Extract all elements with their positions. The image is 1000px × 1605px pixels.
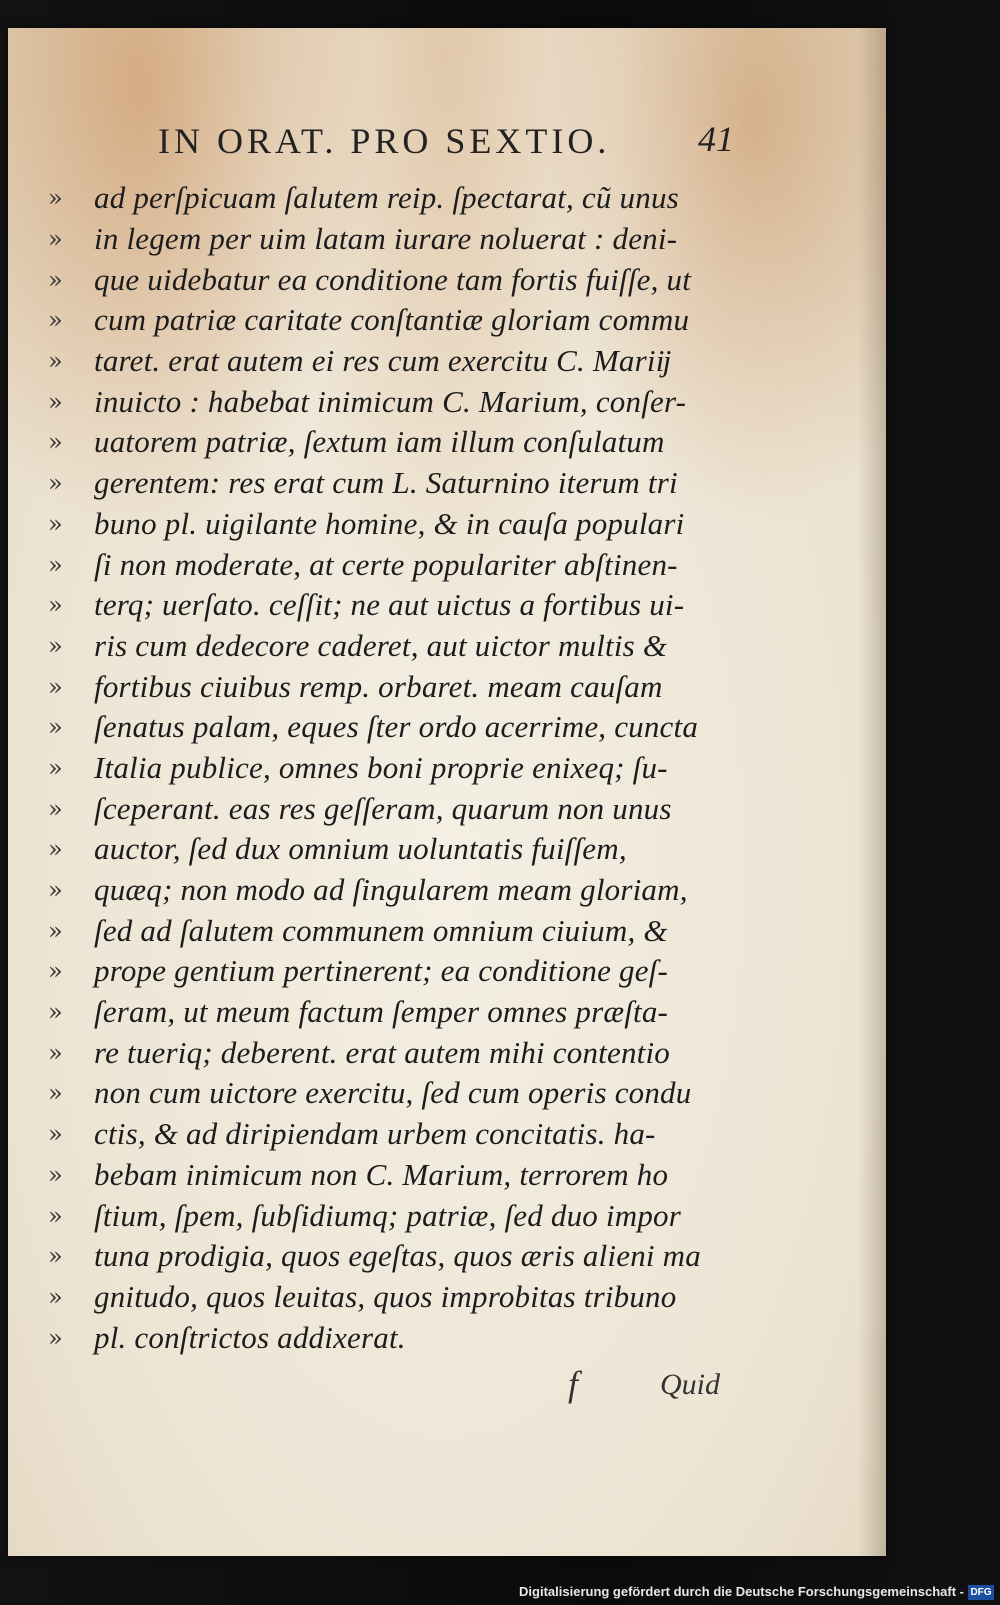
text-line [48,585,728,626]
quote-mark: » [48,753,63,782]
line-text: inuicto : habebat inimicum C. Marium, conſer- [94,383,687,419]
text-line [48,300,728,341]
text-line [48,178,728,219]
line-text: non cum uictore exercitu, ſed cum operis condu [94,1075,692,1111]
quote-mark: » [48,387,63,416]
line-text: re tueriq; deberent. erat autem mihi contentio [94,1034,670,1070]
text-line [48,626,728,667]
text-line [48,504,728,545]
line-text: ctis, & ad diripiendam urbem concitatis. ha- [94,1116,656,1152]
text-line [48,1195,728,1236]
text-line [48,1277,728,1318]
quote-mark: » [48,306,63,335]
quote-mark: » [48,1242,63,1271]
quote-mark: » [48,916,63,945]
text-line [48,1114,728,1155]
line-text: gerentem: res erat cum L. Saturnino iterum tri [94,465,678,501]
quote-mark: » [48,1160,63,1189]
quote-mark: » [48,1120,63,1149]
page-number: 41 [698,119,734,159]
line-text: pl. conſtrictos addixerat. [94,1319,406,1355]
line-text: terq; uerſato. ceſſit; ne aut uictus a fortibus ui- [94,587,685,623]
quote-mark: » [48,225,63,254]
catchword: Quid [660,1368,720,1401]
quote-mark: » [48,1038,63,1067]
quote-mark: » [48,672,63,701]
line-text: ſenatus palam, eques ſter ordo acerrime, cuncta [94,709,699,745]
line-text: uatorem patriæ, ſextum iam illum conſulatum [94,424,665,460]
quote-mark: » [48,347,63,376]
line-text: quæq; non modo ad ſingularem meam gloriam, [94,872,688,908]
line-text: ſi non moderate, at certe populariter abſtinen- [94,546,678,582]
line-text: bebam inimicum non C. Marium, terrorem ho [94,1156,669,1192]
quote-mark: » [48,1201,63,1230]
funding-credit: Digitalisierung gefördert durch die Deutsche Forschungsgemeinschaft - [519,1584,964,1599]
quote-mark: » [48,957,63,986]
text-line [48,707,728,748]
quote-mark: » [48,265,63,294]
text-line [48,1155,728,1196]
quote-mark: » [48,469,63,498]
text-line [48,870,728,911]
text-line [48,788,728,829]
line-text: fortibus ciuibus remp. orbaret. meam cauſam [94,668,663,704]
line-text: ſceperant. eas res geſſeram, quarum non unus [94,790,672,826]
quote-mark: » [48,1079,63,1108]
body-text [48,178,728,1358]
line-text: cum patriæ caritate conſtantiæ gloriam commu [94,302,690,338]
text-line [48,259,728,300]
line-text: Italia publice, omnes boni proprie enixeq; ſu- [94,749,668,785]
text-line [48,829,728,870]
text-line [48,748,728,789]
text-line [48,219,728,260]
text-line [48,1073,728,1114]
text-line [48,381,728,422]
quote-mark: » [48,509,63,538]
line-text: prope gentium pertinerent; ea conditione geſ- [94,953,669,989]
quote-mark: » [48,713,63,742]
line-text: tuna prodigia, quos egeſtas, quos æris alieni ma [94,1238,701,1274]
quote-mark: » [48,876,63,905]
text-line [48,910,728,951]
quote-mark: » [48,998,63,1027]
text-line [48,422,728,463]
text-line [48,951,728,992]
line-text: que uidebatur ea conditione tam fortis fuiſſe, ut [94,261,692,297]
text-line [48,1236,728,1277]
dfg-logo: DFG [968,1585,994,1600]
running-head: IN ORAT. PRO SEXTIO. [158,121,611,161]
quote-mark: » [48,184,63,213]
line-text: ſed ad ſalutem communem omnium ciuium, & [94,912,668,948]
signature-mark: f [568,1364,579,1404]
quote-mark: » [48,428,63,457]
line-text: auctor, ſed dux omnium uoluntatis fuiſſem, [94,831,627,867]
text-line [48,1032,728,1073]
text-line [48,992,728,1033]
text-line [48,341,728,382]
quote-mark: » [48,631,63,660]
quote-mark: » [48,1282,63,1311]
text-line [48,1317,728,1358]
line-text: gnitudo, quos leuitas, quos improbitas tribuno [94,1278,677,1314]
text-line [48,666,728,707]
line-text: ſtium, ſpem, ſubſidiumq; patriæ, ſed duo impor [94,1197,681,1233]
text-line [48,463,728,504]
quote-mark: » [48,835,63,864]
line-text: ſeram, ut meum factum ſemper omnes præſta- [94,994,669,1030]
line-text: taret. erat autem ei res cum exercitu C. Mariĳ [94,343,672,379]
quote-mark: » [48,794,63,823]
quote-mark: » [48,550,63,579]
line-text: in legem per uim latam iurare noluerat : deni- [94,221,678,257]
book-page [8,28,886,1556]
line-text: ris cum dedecore caderet, aut uictor multis & [94,627,668,663]
quote-mark: » [48,591,63,620]
quote-mark: » [48,1323,63,1352]
line-text: buno pl. uigilante homine, & in cauſa populari [94,505,685,541]
text-line [48,544,728,585]
line-text: ad perſpicuam ſalutem reip. ſpectarat, cũ unus [94,180,679,216]
